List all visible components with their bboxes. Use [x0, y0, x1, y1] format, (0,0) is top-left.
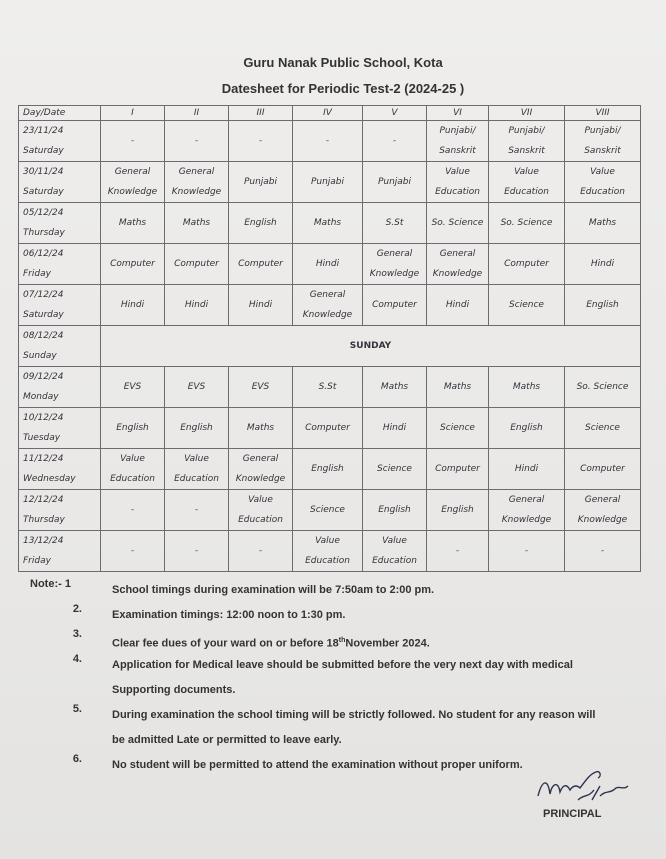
subject-cell: [427, 408, 489, 449]
subject-text: Knowledge: [432, 269, 483, 279]
subject-text: Hindi: [315, 259, 340, 269]
subject-text: Computer: [372, 300, 417, 310]
subject-text: Knowledge: [501, 515, 552, 525]
header-class-5: V: [363, 106, 427, 121]
subject-text: Maths: [313, 218, 342, 228]
subject-cell: [427, 531, 489, 572]
subject-text: Maths: [246, 423, 275, 433]
date-text: 11/12/24: [23, 454, 64, 464]
subject-cell: [293, 531, 363, 572]
subject-cell: [101, 449, 165, 490]
subject-text: Computer: [504, 259, 549, 269]
subject-text: Value: [120, 454, 145, 464]
subject-text: So. Science: [431, 218, 484, 228]
subject-text: General: [376, 249, 413, 259]
note-number: 2.: [72, 603, 82, 615]
subject-text: -: [258, 546, 263, 556]
subject-cell: [489, 285, 565, 326]
subject-cell: [427, 121, 489, 162]
subject-cell: [165, 285, 229, 326]
subject-text: Education: [504, 187, 549, 197]
note-line: Examination timings: 12:00 noon to 1:30 pm.: [112, 609, 346, 621]
date-text: 05/12/24: [23, 208, 64, 218]
subject-cell: [101, 162, 165, 203]
date-text: 30/11/24: [23, 167, 64, 177]
subject-cell: [565, 367, 641, 408]
subject-cell: [427, 244, 489, 285]
subject-text: Maths: [118, 218, 147, 228]
subject-cell: [165, 244, 229, 285]
day-date-cell: [19, 367, 101, 408]
subject-cell: [229, 121, 293, 162]
subject-text: Knowledge: [171, 187, 222, 197]
subject-text: EVS: [251, 382, 270, 392]
subject-text: Hindi: [445, 300, 470, 310]
weekday-text: Tuesday: [23, 433, 61, 443]
subject-text: Punjabi: [243, 177, 278, 187]
subject-text: General: [114, 167, 151, 177]
subject-cell: [101, 367, 165, 408]
subject-text: -: [194, 546, 199, 556]
weekday-text: Friday: [23, 269, 51, 279]
header-class-1: I: [101, 106, 165, 121]
subject-text: English: [116, 423, 149, 433]
table-header-row: [19, 106, 641, 121]
weekday-text: Wednesday: [23, 474, 76, 484]
subject-text: Science: [509, 300, 544, 310]
table-row: [19, 531, 641, 572]
subject-text: -: [600, 546, 605, 556]
subject-text: -: [392, 136, 397, 146]
subject-cell: [489, 162, 565, 203]
note-text: [112, 653, 647, 703]
subject-cell: [427, 367, 489, 408]
weekday-text: Saturday: [23, 146, 64, 156]
subject-cell: [165, 531, 229, 572]
subject-text: Knowledge: [107, 187, 158, 197]
day-date-cell: [19, 531, 101, 572]
day-date-cell: [19, 121, 101, 162]
subject-text: Education: [372, 556, 417, 566]
subject-cell: [427, 285, 489, 326]
subject-text: Knowledge: [369, 269, 420, 279]
subject-cell: [229, 490, 293, 531]
note-line: Supporting documents.: [112, 684, 236, 696]
datesheet-title: Datesheet for Periodic Test-2 (2024-25 ): [221, 81, 465, 96]
subject-cell: [165, 367, 229, 408]
subject-cell: [565, 203, 641, 244]
subject-cell: [489, 449, 565, 490]
note-text: [112, 578, 647, 603]
subject-cell: [229, 367, 293, 408]
subject-cell: [489, 531, 565, 572]
subject-text: Value: [590, 167, 615, 177]
subject-cell: [363, 367, 427, 408]
note-text: [112, 603, 647, 628]
note-number: Note:- 1: [30, 578, 71, 590]
table-row: [19, 285, 641, 326]
note-number: 6.: [72, 753, 82, 765]
table-row: [19, 203, 641, 244]
subject-text: Punjabi: [310, 177, 345, 187]
note-line: No student will be permitted to attend the examination without proper uniform.: [112, 759, 523, 771]
subject-text: Maths: [443, 382, 472, 392]
table-row: [19, 326, 641, 367]
header-daydate: Day/Date: [19, 106, 101, 121]
subject-text: Value: [382, 536, 407, 546]
subject-cell: [489, 121, 565, 162]
subject-cell: [565, 490, 641, 531]
weekday-text: Sunday: [23, 351, 57, 361]
subject-cell: [363, 449, 427, 490]
subject-cell: [489, 203, 565, 244]
principal-label: PRINCIPAL: [543, 808, 602, 820]
subject-text: Sanskrit: [508, 146, 545, 156]
subject-text: Value: [248, 495, 273, 505]
subject-cell: [229, 203, 293, 244]
subject-text: EVS: [187, 382, 206, 392]
subject-cell: [165, 408, 229, 449]
table-row: [19, 367, 641, 408]
subject-cell: [229, 244, 293, 285]
subject-cell: [165, 449, 229, 490]
subject-cell: [293, 490, 363, 531]
subject-text: -: [130, 505, 135, 515]
school-name: Guru Nanak Public School, Kota: [243, 55, 443, 70]
subject-text: General: [242, 454, 279, 464]
subject-cell: [489, 490, 565, 531]
subject-text: Hindi: [120, 300, 145, 310]
weekday-text: Friday: [23, 556, 51, 566]
subject-cell: [363, 162, 427, 203]
subject-text: Computer: [435, 464, 480, 474]
subject-text: Science: [440, 423, 475, 433]
date-text: 08/12/24: [23, 331, 64, 341]
table-row: [19, 244, 641, 285]
subject-cell: [427, 162, 489, 203]
date-text: 10/12/24: [23, 413, 64, 423]
subject-cell: [293, 367, 363, 408]
subject-cell: [565, 285, 641, 326]
subject-text: Value: [445, 167, 470, 177]
subject-text: General: [584, 495, 621, 505]
subject-cell: [363, 285, 427, 326]
subject-cell: [363, 203, 427, 244]
subject-cell: [101, 490, 165, 531]
date-text: 12/12/24: [23, 495, 64, 505]
subject-text: Knowledge: [302, 310, 353, 320]
subject-text: EVS: [123, 382, 142, 392]
subject-text: Education: [238, 515, 283, 525]
datesheet-table: [18, 105, 641, 572]
day-date-cell: [19, 203, 101, 244]
subject-cell: [427, 490, 489, 531]
subject-cell: [565, 531, 641, 572]
subject-text: Value: [315, 536, 340, 546]
note-text: [112, 703, 647, 753]
subject-text: S.St: [385, 218, 404, 228]
subject-text: Knowledge: [235, 474, 286, 484]
date-text: 09/12/24: [23, 372, 64, 382]
day-date-cell: [19, 244, 101, 285]
subject-text: Education: [110, 474, 155, 484]
subject-cell: [427, 203, 489, 244]
subject-text: English: [586, 300, 619, 310]
subject-cell: [427, 449, 489, 490]
note-line: During examination the school timing will be strictly followed. No student for any reason will: [112, 709, 596, 721]
subject-cell: [293, 203, 363, 244]
subject-text: Hindi: [514, 464, 539, 474]
subject-cell: [489, 244, 565, 285]
subject-cell: [489, 408, 565, 449]
note-number: 5.: [72, 703, 82, 715]
subject-cell: [565, 162, 641, 203]
sunday-holiday-cell: SUNDAY: [101, 326, 641, 367]
subject-text: Education: [435, 187, 480, 197]
table-row: [19, 408, 641, 449]
table-row: [19, 490, 641, 531]
subject-text: -: [194, 505, 199, 515]
subject-text: -: [524, 546, 529, 556]
header-class-4: IV: [293, 106, 363, 121]
date-text: 06/12/24: [23, 249, 64, 259]
table-row: [19, 121, 641, 162]
date-text: 07/12/24: [23, 290, 64, 300]
header-class-7: VII: [489, 106, 565, 121]
note-line: Application for Medical leave should be submitted before the very next day with medical: [112, 659, 573, 671]
subject-cell: [165, 121, 229, 162]
subject-text: Education: [174, 474, 219, 484]
subject-text: General: [439, 249, 476, 259]
weekday-text: Saturday: [23, 310, 64, 320]
subject-text: Computer: [305, 423, 350, 433]
subject-text: General: [178, 167, 215, 177]
subject-cell: [229, 408, 293, 449]
subject-cell: [363, 121, 427, 162]
subject-text: Science: [310, 505, 345, 515]
subject-text: Hindi: [382, 423, 407, 433]
subject-cell: [165, 203, 229, 244]
table-row: [19, 449, 641, 490]
subject-text: Education: [580, 187, 625, 197]
subject-text: Hindi: [184, 300, 209, 310]
subject-text: -: [325, 136, 330, 146]
subject-cell: [293, 408, 363, 449]
table-body: [19, 121, 641, 572]
subject-text: Punjabi/: [508, 126, 545, 136]
subject-text: General: [309, 290, 346, 300]
subject-cell: [565, 244, 641, 285]
subject-cell: [489, 367, 565, 408]
subject-text: -: [130, 136, 135, 146]
subject-text: S.St: [318, 382, 337, 392]
subject-text: English: [510, 423, 543, 433]
subject-text: Computer: [580, 464, 625, 474]
header-class-2: II: [165, 106, 229, 121]
subject-cell: [101, 203, 165, 244]
subject-text: Punjabi/: [439, 126, 476, 136]
subject-text: -: [258, 136, 263, 146]
subject-cell: [165, 162, 229, 203]
subject-cell: [229, 449, 293, 490]
subject-text: English: [180, 423, 213, 433]
subject-text: Maths: [380, 382, 409, 392]
note-text-part: November 2024.: [345, 637, 430, 650]
subject-text: Maths: [512, 382, 541, 392]
header-class-3: III: [229, 106, 293, 121]
day-date-cell: [19, 490, 101, 531]
subject-cell: [165, 490, 229, 531]
subject-text: So. Science: [500, 218, 553, 228]
note-line: School timings during examination will be 7:50am to 2:00 pm.: [112, 584, 435, 596]
subject-text: So. Science: [576, 382, 629, 392]
table-row: [19, 162, 641, 203]
subject-text: General: [508, 495, 545, 505]
header-class-8: VIII: [565, 106, 641, 121]
subject-text: Knowledge: [577, 515, 628, 525]
subject-text: Punjabi/: [584, 126, 621, 136]
ordinal-suffix: th: [338, 637, 346, 644]
note-number: 3.: [72, 628, 82, 640]
subject-cell: [363, 244, 427, 285]
day-date-cell: [19, 285, 101, 326]
weekday-text: Thursday: [23, 228, 65, 238]
subject-text: Maths: [588, 218, 617, 228]
subject-cell: [293, 285, 363, 326]
subject-text: English: [441, 505, 474, 515]
subject-text: Science: [585, 423, 620, 433]
subject-text: Hindi: [590, 259, 615, 269]
header-class-6: VI: [427, 106, 489, 121]
subject-cell: [101, 408, 165, 449]
subject-text: Maths: [182, 218, 211, 228]
subject-cell: [293, 121, 363, 162]
subject-cell: [363, 490, 427, 531]
note-number: 4.: [72, 653, 82, 665]
subject-cell: [565, 449, 641, 490]
subject-cell: [101, 244, 165, 285]
subject-text: -: [194, 136, 199, 146]
subject-text: Computer: [174, 259, 219, 269]
subject-text: Education: [305, 556, 350, 566]
day-date-cell: [19, 326, 101, 367]
date-text: 13/12/24: [23, 536, 64, 546]
note-line: be admitted Late or permitted to leave early.: [112, 734, 342, 746]
subject-cell: [293, 244, 363, 285]
subject-text: English: [378, 505, 411, 515]
subject-cell: [293, 162, 363, 203]
subject-text: -: [455, 546, 460, 556]
subject-cell: [101, 121, 165, 162]
subject-cell: [293, 449, 363, 490]
subject-cell: [363, 408, 427, 449]
subject-text: English: [244, 218, 277, 228]
day-date-cell: [19, 408, 101, 449]
subject-text: Computer: [238, 259, 283, 269]
subject-text: Value: [184, 454, 209, 464]
subject-cell: [565, 408, 641, 449]
date-text: 23/11/24: [23, 126, 64, 136]
subject-text: -: [130, 546, 135, 556]
subject-cell: [565, 121, 641, 162]
subject-text: Punjabi: [377, 177, 412, 187]
subject-cell: [229, 285, 293, 326]
subject-text: Sanskrit: [584, 146, 621, 156]
weekday-text: Saturday: [23, 187, 64, 197]
subject-text: Science: [377, 464, 412, 474]
subject-text: Value: [514, 167, 539, 177]
weekday-text: Thursday: [23, 515, 65, 525]
note-text-part: Clear fee dues of your ward on or before 18: [112, 637, 339, 650]
day-date-cell: [19, 162, 101, 203]
subject-cell: [363, 531, 427, 572]
subject-text: Computer: [110, 259, 155, 269]
subject-text: Sanskrit: [439, 146, 476, 156]
principal-signature: [530, 760, 640, 810]
day-date-cell: [19, 449, 101, 490]
subject-text: Hindi: [248, 300, 273, 310]
weekday-text: Monday: [23, 392, 59, 402]
subject-cell: [229, 531, 293, 572]
subject-text: English: [311, 464, 344, 474]
subject-cell: [101, 531, 165, 572]
subject-cell: [101, 285, 165, 326]
subject-cell: [229, 162, 293, 203]
